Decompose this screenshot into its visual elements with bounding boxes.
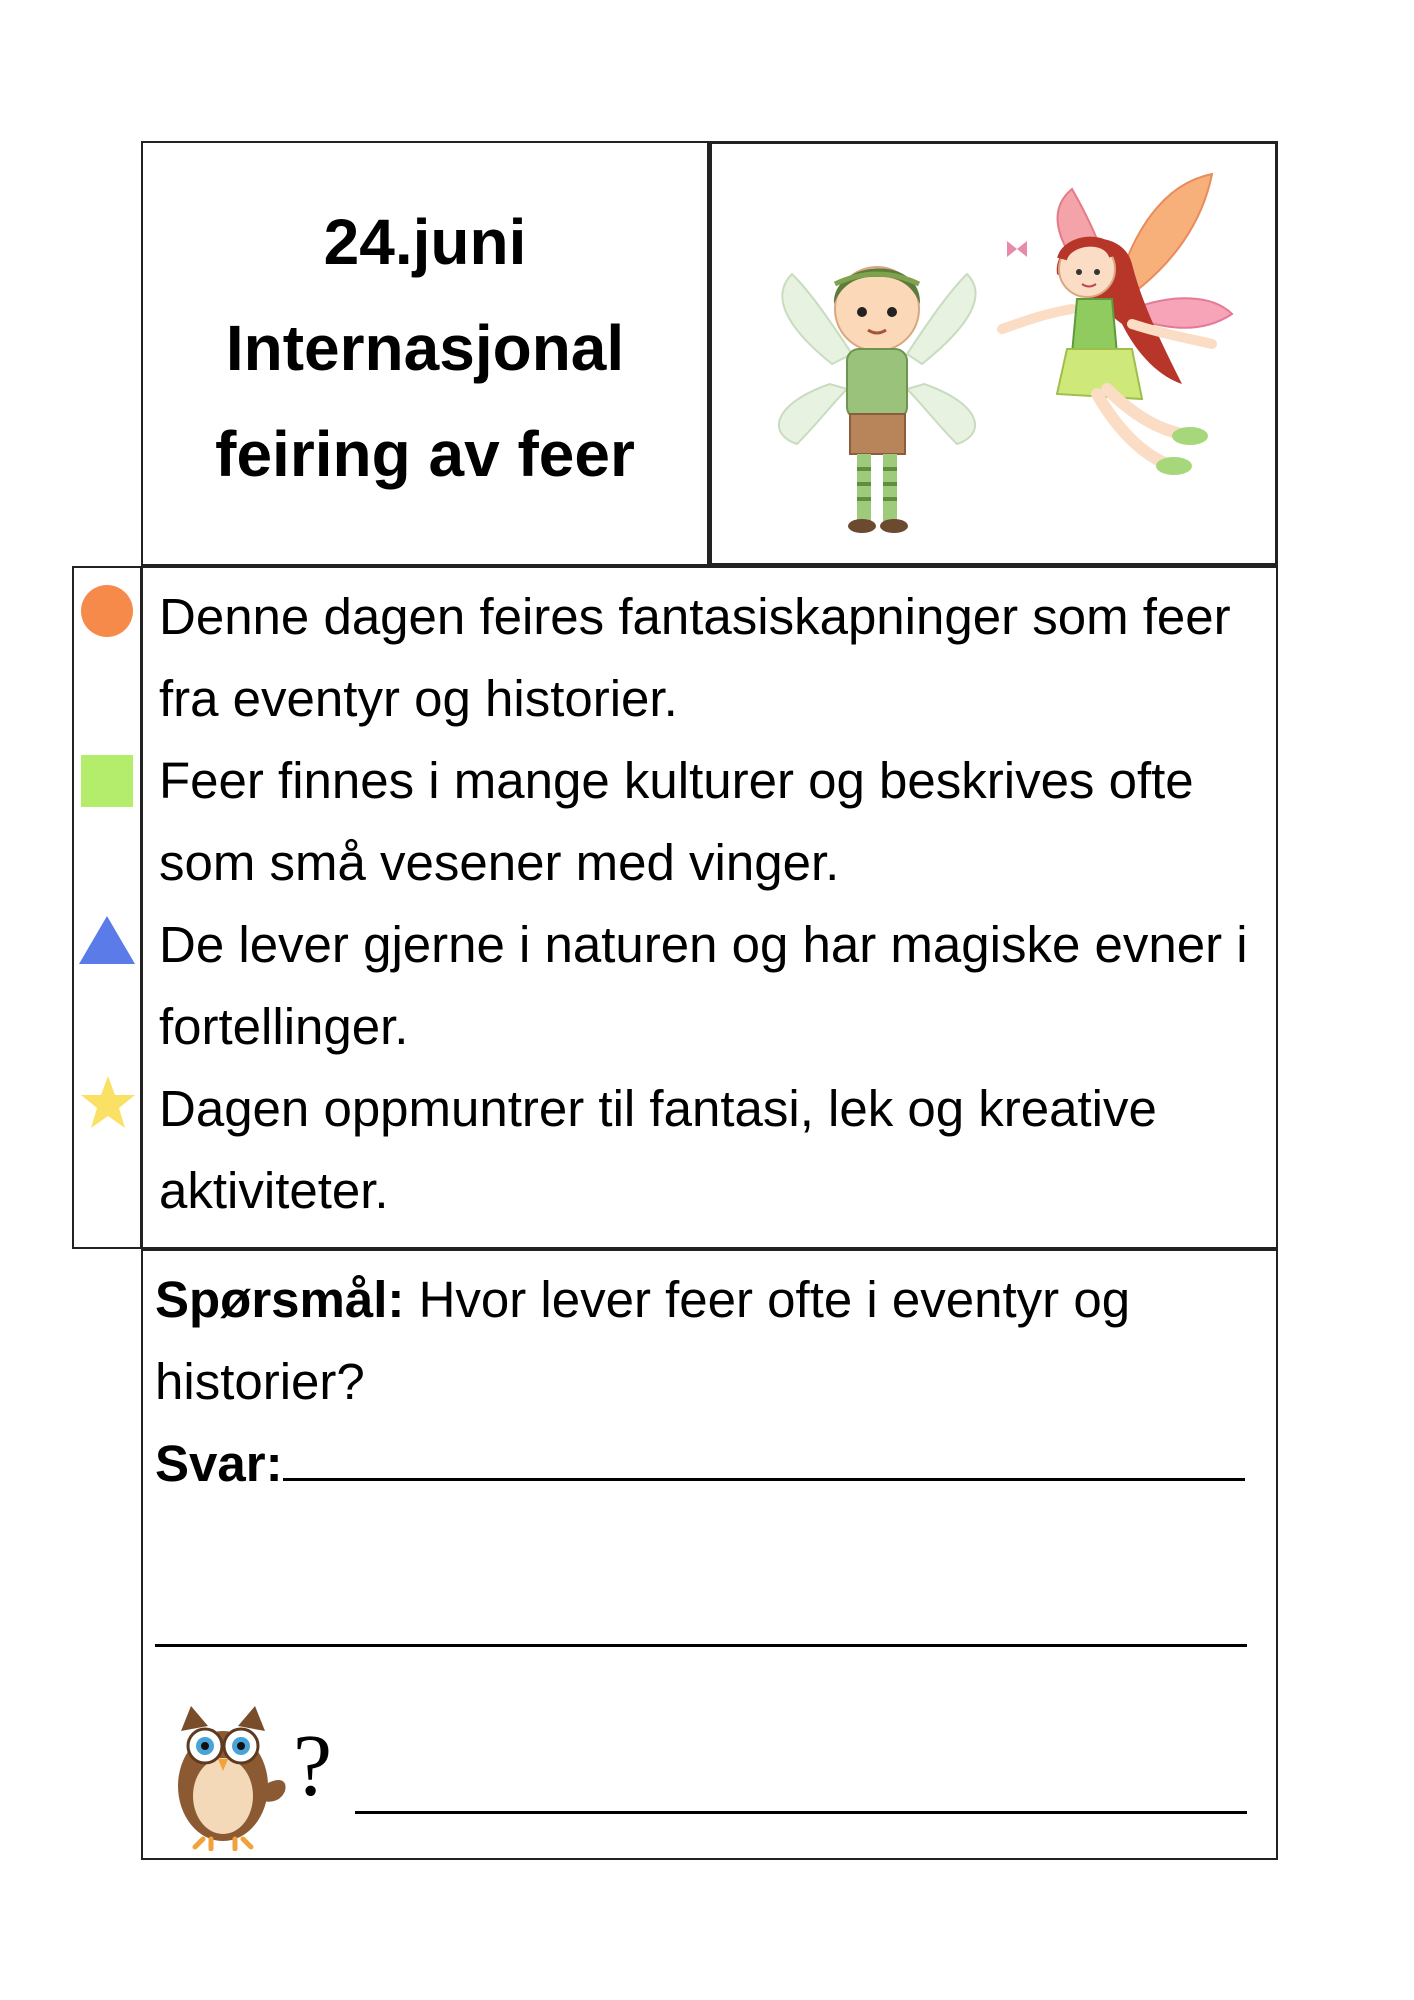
question-label: Spørsmål:	[155, 1271, 405, 1328]
fact-item: Denne dagen feires fantasiskapninger som feer fra eventyr og historier.	[159, 588, 1231, 727]
blue-triangle-icon	[77, 914, 137, 966]
fact-item: Feer finnes i mange kulturer og beskrives ofte som små vesener med vinger.	[159, 752, 1194, 891]
question-text: Hvor lever feer ofte i eventyr og historier?	[155, 1271, 1131, 1410]
title-line-3: feiring av feer	[215, 417, 635, 490]
answer-line-2[interactable]	[155, 1644, 1247, 1647]
question	[155, 1259, 1266, 1423]
green-square-icon	[81, 755, 133, 807]
title-line-date: 24.juni	[323, 205, 527, 278]
fairy-boy-icon	[779, 267, 976, 533]
answer-line-3[interactable]	[355, 1811, 1247, 1814]
page-title	[215, 189, 635, 507]
answer-label: Svar:	[155, 1435, 283, 1492]
yellow-star-icon	[78, 1073, 138, 1133]
question-answer-box	[141, 1249, 1278, 1860]
title-line-2: Internasjonal	[225, 311, 625, 384]
fairy-boy-and-fairy-girl-illustration	[712, 144, 1275, 563]
fact-item: De lever gjerne i naturen og har magiske evner i fortellinger.	[159, 916, 1248, 1055]
facts-list	[159, 576, 1266, 1232]
orange-circle-icon	[79, 583, 135, 639]
prompt-question-mark: ?	[293, 1718, 333, 1815]
icon-column	[72, 566, 142, 1249]
fairy-girl-icon	[1002, 174, 1232, 475]
owl-mascot-icon	[163, 1691, 293, 1851]
answer-line-1[interactable]	[283, 1438, 1245, 1481]
fact-item: Dagen oppmuntrer til fantasi, lek og kreative aktiviteter.	[159, 1080, 1157, 1219]
illustration-box	[709, 141, 1278, 566]
facts-box	[141, 566, 1278, 1249]
question-section	[155, 1259, 1266, 1505]
answer-row	[155, 1423, 1266, 1505]
title-box	[141, 141, 709, 566]
